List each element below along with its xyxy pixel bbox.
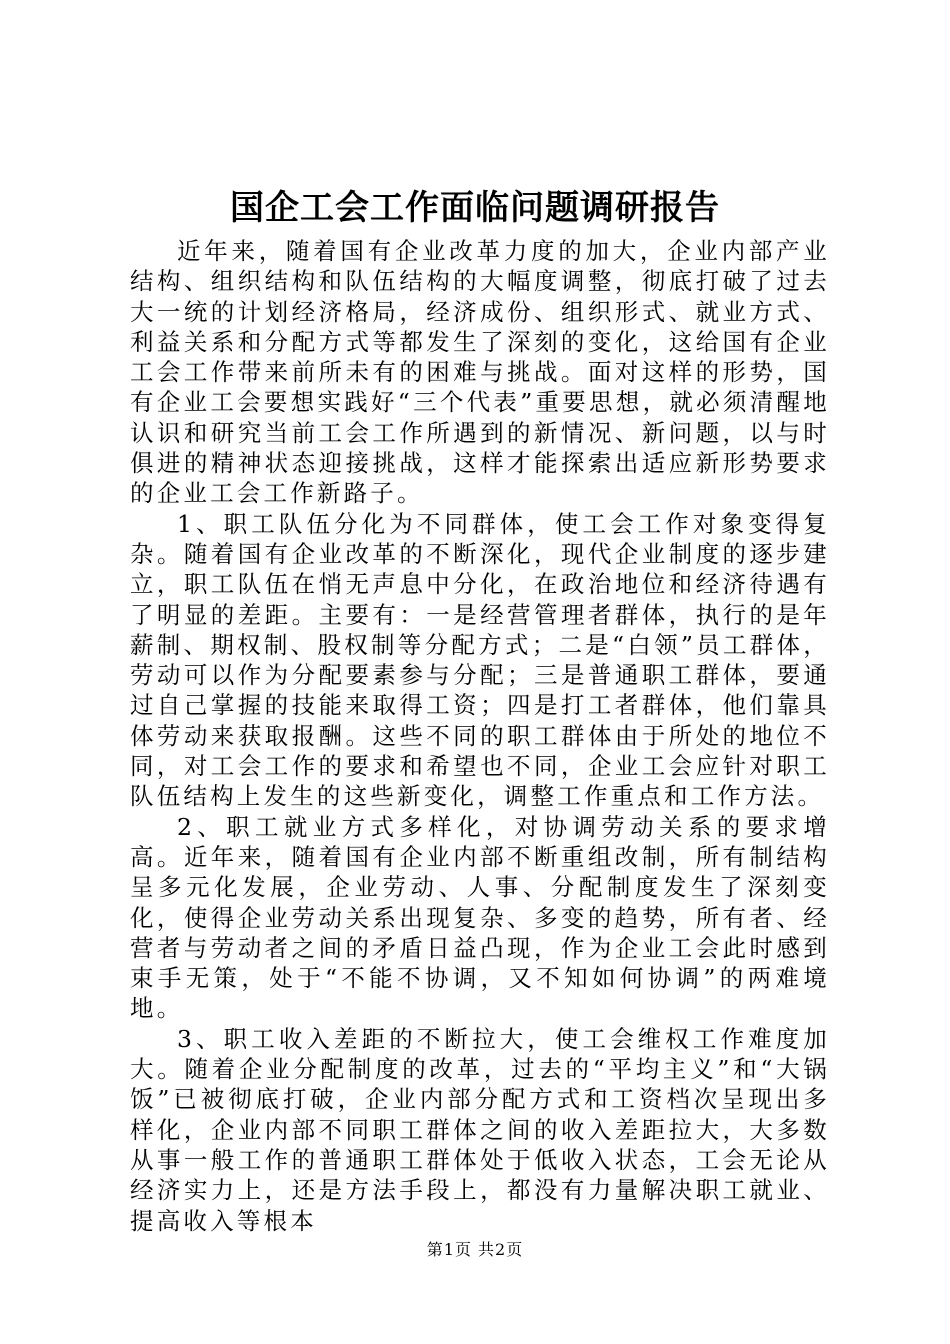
paragraph-intro: 近年来，随着国有企业改革力度的加大，企业内部产业结构、组织结构和队伍结构的大幅度调整，彻底打破了过去大一统的计划经济格局，经济成份、组织形式、就业方式、利益关系和分配方式等都发生了深刻的变化，这给国有企业工会工作带来前所未有的困难与挑战。面对这样的形势，国有企业工会要想实践好“三个代表”重要思想，就必须清醒地认识和研究当前工会工作所遇到的新情况、新问题，以与时俱进的精神状态迎接挑战，这样才能探索出适应新形势要求的企业工会工作新路子。 [130, 237, 830, 508]
page-number-label: 第1页 共2页 [426, 1240, 524, 1259]
document-body [130, 236, 830, 1236]
paragraph-point-2: 2、职工就业方式多样化，对协调劳动关系的要求增高。近年来，随着国有企业内部不断重组改制，所有制结构呈多元化发展，企业劳动、人事、分配制度发生了深刻变化，使得企业劳动关系出现复杂、多变的趋势，所有者、经营者与劳动者之间的矛盾日益凸现，作为企业工会此时感到束手无策，处于“不能不协调，又不知如何协调”的两难境地。 [130, 812, 830, 1023]
paragraph-point-1: 1、职工队伍分化为不同群体，使工会工作对象变得复杂。随着国有企业改革的不断深化，现代企业制度的逐步建立，职工队伍在悄无声息中分化，在政治地位和经济待遇有了明显的差距。主要有：一是经营管理者群体，执行的是年薪制、期权制、股权制等分配方式；二是“白领”员工群体，劳动可以作为分配要素参与分配；三是普通职工群体，要通过自己掌握的技能来取得工资；四是打工者群体，他们靠具体劳动来获取报酬。这些不同的职工群体由于所处的地位不同，对工会工作的要求和希望也不同，企业工会应针对职工队伍结构上发生的这些新变化，调整工作重点和工作方法。 [130, 509, 830, 811]
document-title: 国企工会工作面临问题调研报告 [230, 188, 720, 228]
page-footer [0, 1240, 950, 1260]
paragraph-point-3: 3、职工收入差距的不断拉大，使工会维权工作难度加大。随着企业分配制度的改革，过去的“平均主义”和“大锅饭”已被彻底打破，企业内部分配方式和工资档次呈现出多样化，企业内部不同职工群体之间的收入差距拉大，大多数从事一般工作的普通职工群体处于低收入状态，工会无论从经济实力上，还是方法手段上，都没有力量解决职工就业、提高收入等根本 [130, 1024, 830, 1235]
